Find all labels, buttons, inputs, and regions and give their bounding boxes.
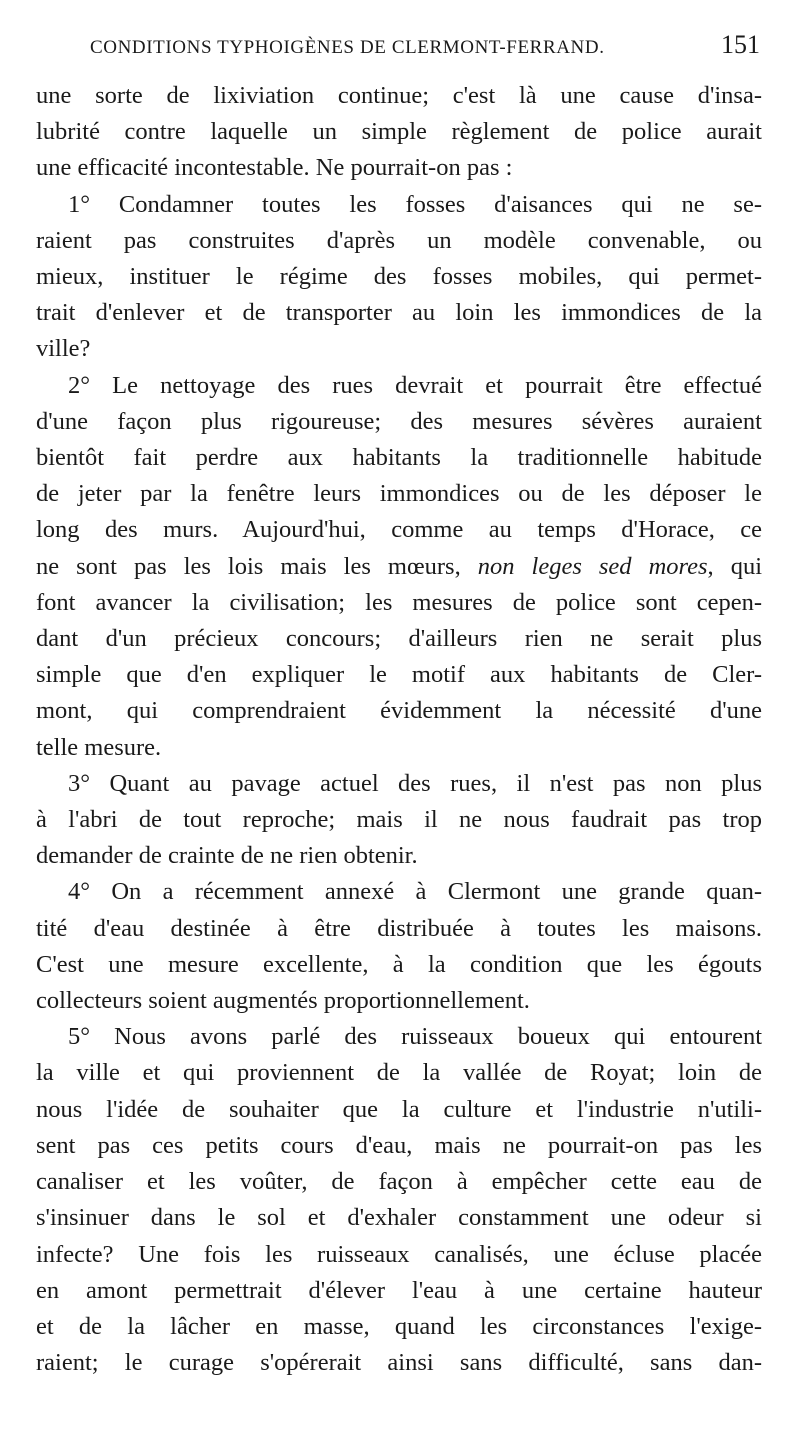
paragraph-item-1 <box>36 187 762 368</box>
text-line: sent pas ces petits cours d'eau, mais ne pourrait-on pas les <box>36 1131 762 1159</box>
text-line: à l'abri de tout reproche; mais il ne nous faudrait pas trop <box>36 806 762 834</box>
text-line: trait d'enlever et de transporter au loin les immondices de la <box>36 299 762 327</box>
text-line: 1° Condamner toutes les fosses d'aisances qui ne se- <box>68 190 762 218</box>
text-line: bientôt fait perdre aux habitants la traditionnelle habitude <box>36 444 762 472</box>
text-line: ville? <box>36 335 91 363</box>
text-line: et de la lâcher en masse, quand les circonstances l'exige- <box>36 1312 762 1340</box>
text-line: mont, qui comprendraient évidemment la nécessité d'une <box>36 697 762 725</box>
text-line: une efficacité incontestable. Ne pourrait-on pas : <box>36 154 513 182</box>
text-line: telle mesure. <box>36 733 162 761</box>
text-line: lubrité contre laquelle un simple règlement de police aurait <box>36 118 762 146</box>
text-segment: , qui <box>707 552 763 580</box>
text-line-with-italic <box>36 549 762 585</box>
paragraph-item-2 <box>36 368 762 766</box>
text-line: la ville et qui proviennent de la vallée de Royat; loin de <box>36 1059 762 1087</box>
text-line: tité d'eau destinée à être distribuée à toutes les maisons. <box>36 914 762 942</box>
body-text <box>36 78 762 1381</box>
text-line: d'une façon plus rigoureuse; des mesures sévères auraient <box>36 407 762 435</box>
paragraph-continuation <box>36 78 762 187</box>
page-number: 151 <box>721 30 760 59</box>
text-line: long des murs. Aujourd'hui, comme au temps d'Horace, ce <box>36 516 762 544</box>
text-line: font avancer la civilisation; les mesures de police sont cepen- <box>36 588 762 616</box>
running-title: CONDITIONS TYPHOIGÈNES DE CLERMONT-FERRAND. <box>90 37 605 58</box>
text-line: 2° Le nettoyage des rues devrait et pourrait être effectué <box>68 371 762 399</box>
text-line: nous l'idée de souhaiter que la culture et l'industrie n'utili- <box>36 1095 762 1123</box>
text-line: 5° Nous avons parlé des ruisseaux boueux qui entourent <box>68 1023 762 1051</box>
text-line: s'insinuer dans le sol et d'exhaler constamment une odeur si <box>36 1204 762 1232</box>
text-line: 4° On a récemment annexé à Clermont une grande quan- <box>68 878 762 906</box>
text-line: infecte? Une fois les ruisseaux canalisés, une écluse placée <box>36 1240 762 1268</box>
running-header <box>36 30 762 78</box>
text-line: 3° Quant au pavage actuel des rues, il n'est pas non plus <box>68 769 762 797</box>
text-line: raient; le curage s'opérerait ainsi sans difficulté, sans dan- <box>36 1349 762 1377</box>
text-segment: ne sont pas les lois mais les mœurs, <box>36 552 461 580</box>
text-line: une sorte de lixiviation continue; c'est là une cause d'insa- <box>36 82 762 109</box>
text-line: simple que d'en expliquer le motif aux habitants de Cler- <box>36 661 762 689</box>
paragraph-item-5 <box>36 1019 762 1381</box>
text-line: C'est une mesure excellente, à la condition que les égouts <box>36 950 762 978</box>
text-line: raient pas construites d'après un modèle convenable, ou <box>36 226 762 254</box>
text-line: mieux, instituer le régime des fosses mobiles, qui permet- <box>36 263 762 291</box>
paragraph-item-3 <box>36 766 762 875</box>
text-line: collecteurs soient augmentés proportionnellement. <box>36 987 530 1015</box>
text-line: de jeter par la fenêtre leurs immondices ou de les déposer le <box>36 480 762 508</box>
paragraph-item-4 <box>36 874 762 1019</box>
text-line: en amont permettrait d'élever l'eau à une certaine hauteur <box>36 1276 762 1304</box>
text-line: demander de crainte de ne rien obtenir. <box>36 842 418 870</box>
text-line: canaliser et les voûter, de façon à empêcher cette eau de <box>36 1168 762 1196</box>
text-line: dant d'un précieux concours; d'ailleurs rien ne serait plus <box>36 625 762 653</box>
latin-quote: non leges sed mores <box>477 552 708 580</box>
